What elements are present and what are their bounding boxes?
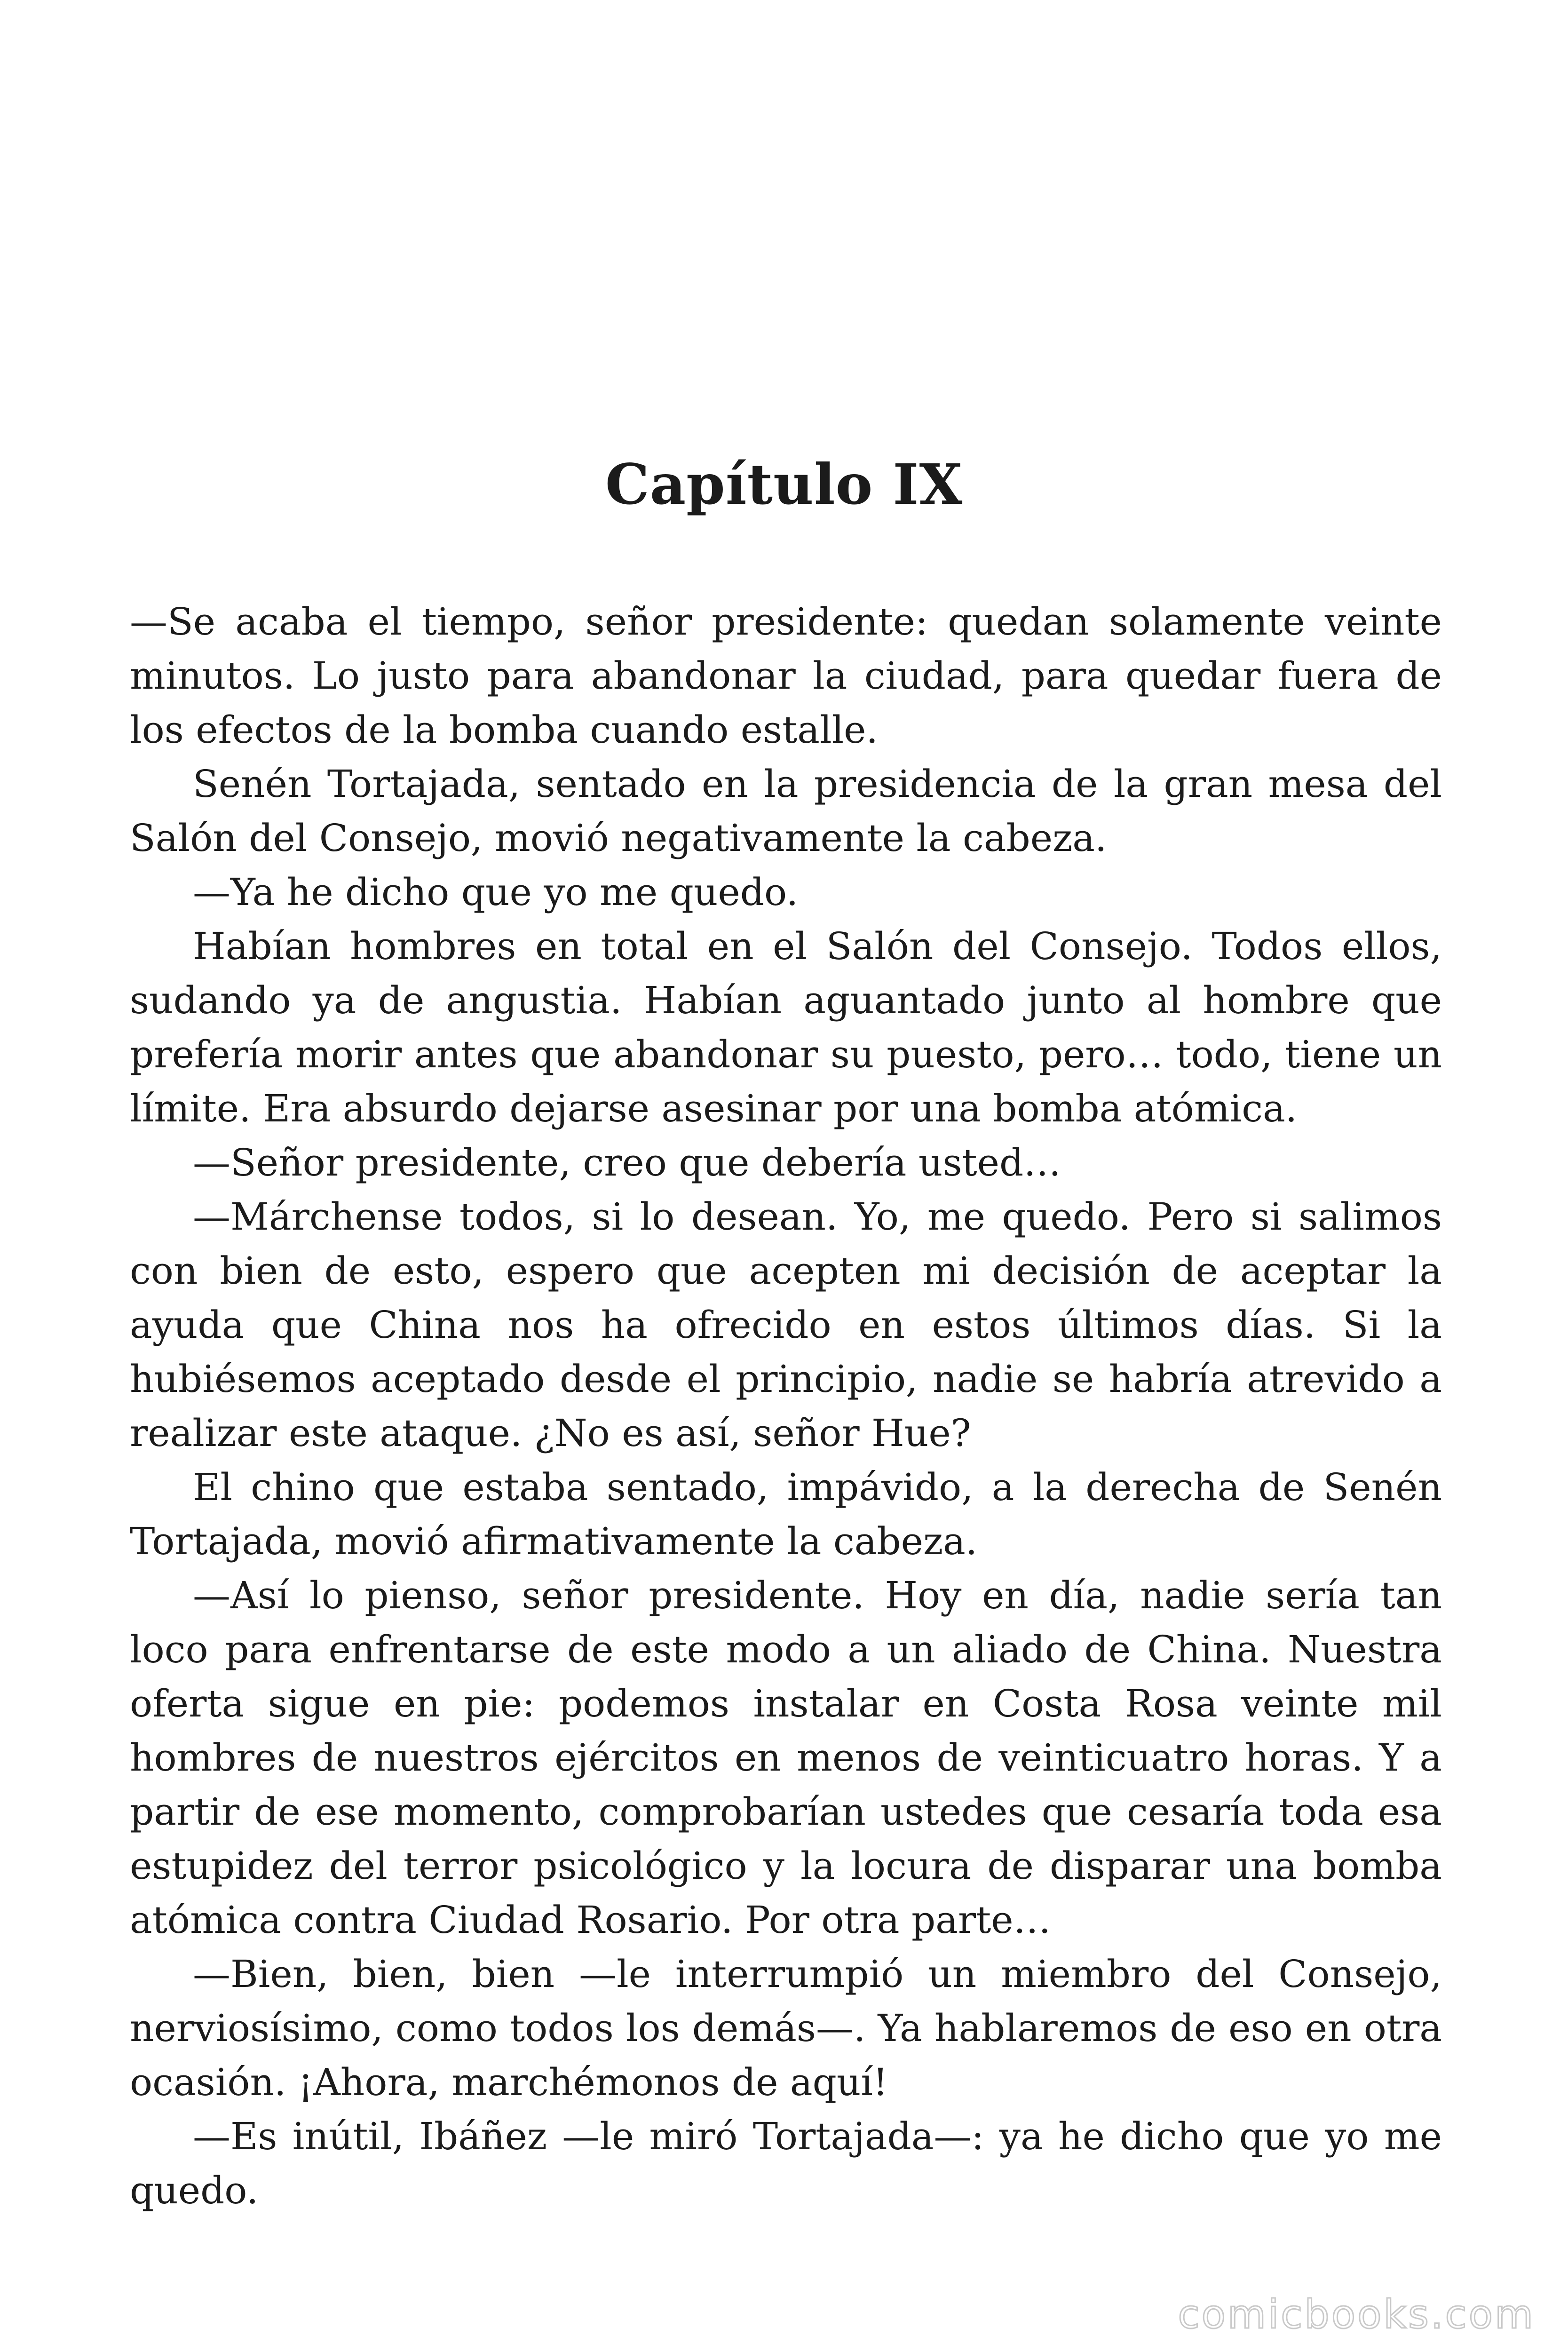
paragraph: El chino que estaba sentado, impávido, a la derecha de Senén Tortajada, movió afirmativamente la cabeza. [130, 1465, 1442, 1563]
paragraph: —Se acaba el tiempo, señor presidente: quedan solamente veinte minutos. Lo justo para abandonar la ciudad, para quedar fuera de los efectos de la bomba cuando estalle. [130, 600, 1442, 752]
paragraph: Senén Tortajada, sentado en la presidencia de la gran mesa del Salón del Consejo, movió negativamente la cabeza. [130, 762, 1442, 860]
watermark: comicbooks.com [1178, 2291, 1535, 2337]
chapter-title: Capítulo IX [605, 452, 963, 517]
paragraph: —Ya he dicho que yo me quedo. [193, 870, 799, 914]
paragraph: —Es inútil, Ibáñez —le miró Tortajada—: ya he dicho que yo me quedo. [130, 2114, 1442, 2212]
paragraph: Habían hombres en total en el Salón del Consejo. Todos ellos, sudando ya de angustia. Habían aguantado junto al hombre que prefería morir antes que abandonar su puesto, pero… todo, tiene un límite. Era absurdo dejarse asesinar por una bomba atómica. [130, 924, 1442, 1130]
chapter-body [130, 595, 1442, 2217]
paragraph: —Señor presidente, creo que debería usted… [193, 1141, 1061, 1184]
paragraph: —Márchense todos, si lo desean. Yo, me quedo. Pero si salimos con bien de esto, espero que acepten mi decisión de aceptar la ayuda que China nos ha ofrecido en estos últimos días. Si la hubiésemos aceptado desde el principio, nadie se habría atrevido a realizar este ataque. ¿No es así, señor Hue? [130, 1195, 1442, 1455]
paragraph: —Así lo pienso, señor presidente. Hoy en día, nadie sería tan loco para enfrentarse de este modo a un aliado de China. Nuestra oferta sigue en pie: podemos instalar en Costa Rosa veinte mil hombres de nuestros ejércitos en menos de veinticuatro horas. Y a partir de ese momento, comprobarían ustedes que cesaría toda esa estupidez del terror psicológico y la locura de disparar una bomba atómica contra Ciudad Rosario. Por otra parte… [130, 1573, 1442, 1942]
paragraph: —Bien, bien, bien —le interrumpió un miembro del Consejo, nerviosísimo, como todos los demás—. Ya hablaremos de eso en otra ocasión. ¡Ahora, marchémonos de aquí! [130, 1952, 1442, 2104]
